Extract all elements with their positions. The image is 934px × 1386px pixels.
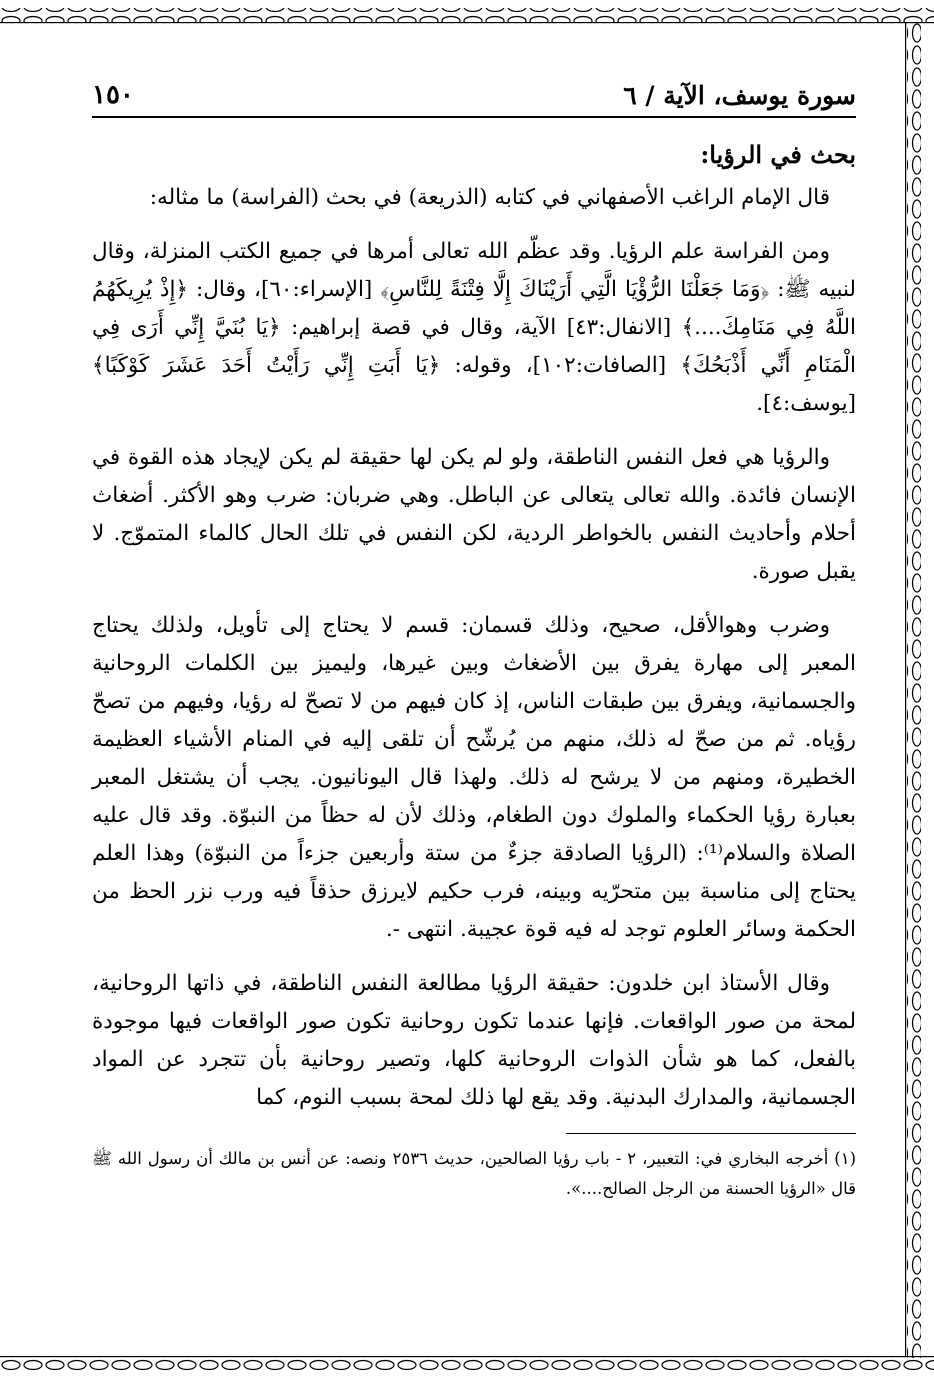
paragraph-5: وقال الأستاذ ابن خلدون: حقيقة الرؤيا مطالعة النفس الناطقة، في ذاتها الروحانية، لمحة من صور الواقعات. فإنها عندما تكون روحانية تكون صور الواقعات فيها موجودة بالفعل، كما هو شأن الذوات الروحانية كلها، وتصير روحانية بأن تتجرد عن المواد الجسمانية، والمدارك البدنية. وقد يقع لها ذلك لمحة بسبب النوم، كما xyxy=(92,971,856,1110)
paragraph-1: قال الإمام الراغب الأصفهاني في كتابه (الذريعة) في بحث (الفراسة) ما مثاله: xyxy=(149,185,830,210)
paragraph-2: ومن الفراسة علم الرؤيا. وقد عظّم الله تعالى أمرها في جميع الكتب المنزلة، وقال لنبيه ﷺ: ﴿وَمَا جَعَلْنَا الرُّؤْيَا الَّتِي أَرَيْنَاكَ إِلَّا فِتْنَةً لِلنَّاسِ﴾ [الإسراء:٦٠]، وقال: ﴿إِذْ يُرِيكَهُمُ اللَّهُ فِي مَنَامِكَ....﴾ [الانفال:٤٣] الآية، وقال في قصة إبراهيم: ﴿يَا بُنَيَّ إِنِّي أَرَى فِي الْمَنَامِ أَنِّي أَذْبَحُكَ﴾ [الصافات:١٠٢]، وقوله: ﴿يَا أَبَتِ إِنِّي رَأَيْتُ أَحَدَ عَشَرَ كَوْكَبًا﴾ [يوسف:٤]. xyxy=(92,239,856,416)
page-number: ١٥٠ xyxy=(92,80,134,110)
footnote-separator xyxy=(566,1133,856,1134)
paragraph-4: وضرب وهوالأقل، صحيح، وذلك قسمان: قسم لا يحتاج إلى تأويل، ولذلك يحتاج المعبر إلى مهارة يفرق بين الأضغاث وبين غيرها، وليميز بين الكلمات الروحانية والجسمانية، ويفرق بين طبقات الناس، إذ كان فيهم من لا تصحّ له رؤيا، وفيهم من تصحّ رؤياه. ثم من صحّ له ذلك، منهم من يُرشّح أن تلقى إليه في المنام الأشياء العظيمة الخطيرة، ومنهم من لا يرشح له ذلك. ولهذا قال اليونانيون. يجب أن يشتغل المعبر بعبارة رؤيا الحكماء والملوك دون الطغام، وذلك لأن له حظاً من النبوّة. وقد قال عليه الصلاة والسلام⁽¹⁾: (الرؤيا الصادقة جزءٌ من ستة وأربعين جزءاً من النبوّة) وهذا العلم يحتاج إلى مناسبة بين متحرّيه وبينه، فرب حكيم لايرزق حذقاً فيه ورب نزر الحظ من الحكمة وسائر العلوم توجد له فيه قوة عجيبة. انتهى -. xyxy=(92,613,857,942)
section-title: بحث في الرؤيا: xyxy=(700,140,856,169)
running-title: سورة يوسف، الآية / ٦ xyxy=(623,81,856,110)
page-header xyxy=(92,70,856,118)
book-page xyxy=(92,70,856,1204)
paragraph-3: والرؤيا هي فعل النفس الناطقة، ولو لم يكن لها حقيقة لم يكن لإيجاد هذه القوة في الإنسان فائدة. والله تعالى يتعالى عن الباطل. وهي ضربان: ضرب وهو الأكثر. أضغاث أحلام وأحاديث النفس بالخواطر الردية، لكن النفس في تلك الحال كالماء المتموّج. لا يقبل صورة. xyxy=(92,445,856,584)
footnote: (١) أخرجه البخاري في: التعبير، ٢ - باب رؤيا الصالحين، حديث ٢٥٣٦ ونصه: عن أنس بن مالك أن رسول الله ﷺ قال «الرؤيا الحسنة من الرجل الصالح....». xyxy=(92,1149,857,1198)
